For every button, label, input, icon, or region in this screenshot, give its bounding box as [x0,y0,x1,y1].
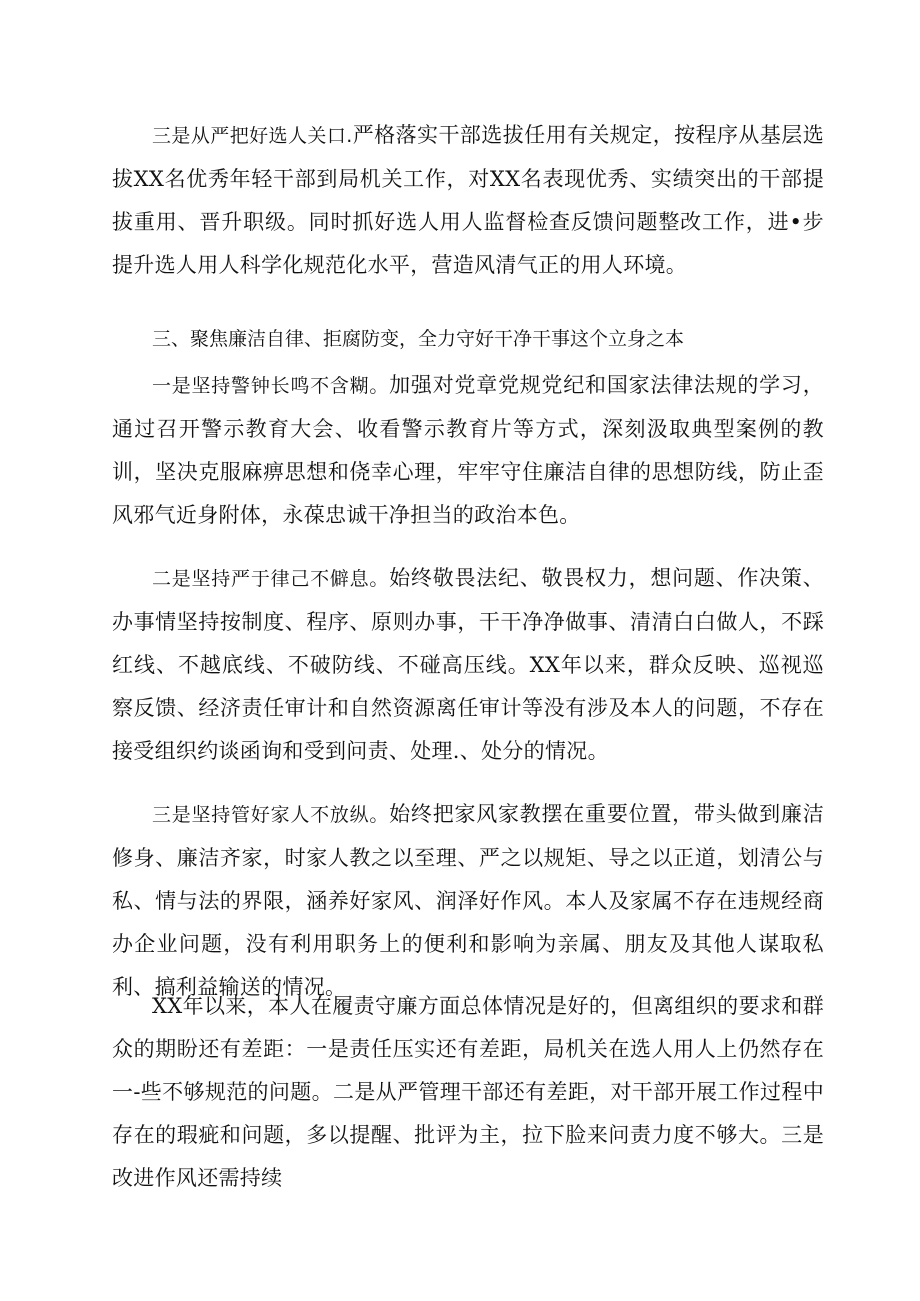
paragraph-body: 始终敬畏法纪、敬畏权力，想问题、作决策、办事情坚持按制度、程序、原则办事，干干净净做事、清清白白做人，不踩红线、不越底线、不破防线、不碰高压线。XX年以来，群众反映、巡视巡察反馈、经济责任审计和自然资源离任审计等没有涉及本人的问题，不存在接受组织约谈函询和受到问责、处理.、处分的情况。 [112,566,824,763]
section-heading: 三、聚焦廉洁自律、拒腐防变，全力守好干净干事这个立身之本 [152,328,685,350]
paragraph-body: 始终把家风家教摆在重要位置，带头做到廉洁修身、廉洁齐家，时家人教之以至理、严之以规矩、导之以正道，划清公与私、情与法的界限，涵养好家风、润泽好作风。本人及家属不存在违规经商办企业问题，没有利用职务上的便利和影响为亲属、朋友及其他人谋取私利、搞利益输送的情况。 [112,802,824,999]
paragraph-self-discipline [112,557,824,773]
paragraph-lead: 二是坚持严于律己不僻息。 [152,568,390,590]
paragraph-lead: 三是坚持管好家人不放纵。 [152,804,390,826]
paragraph-summary-gaps [112,985,824,1200]
paragraph-warning-bell [112,364,824,537]
paragraph-lead: 一是坚持警钟长鸣不含糊。 [152,375,390,397]
paragraph-family-discipline [112,793,824,1009]
paragraph-body: 严格落实干部选拔任用有关规定，按程序从基层选拔XX名优秀年轻干部到局机关工作，对XX名表现优秀、实绩突出的干部提拔重用、晋升职级。同时抓好选人用人监督检查反馈问题整改工作，进•步提升选人用人科学化规范化水平，营造风清气正的用人环境。 [112,123,824,277]
paragraph-select-personnel [112,114,824,287]
paragraph-body: XX年以来，本人在履责守廉方面总体情况是好的，但离组织的要求和群众的期盼还有差距：一是责任压实还有差距，局机关在选人用人上仍然存在一-些不够规范的问题。二是从严管理干部还有差距，对干部开展工作过程中存在的瑕疵和问题，多以提醒、批评为主，拉下脸来问责力度不够大。三是改进作风还需持续 [112,994,824,1190]
paragraph-body: 加强对党章党规党纪和国家法律法规的学习，通过召开警示教育大会、收看警示教育片等方式，深刻汲取典型案例的教训，坚决克服麻痹思想和侥幸心理，牢牢守住廉洁自律的思想防线，防止歪风邪气近身附体，永葆忠诚干净担当的政治本色。 [112,373,824,527]
paragraph-lead: 三是从严把好选人关口. [152,125,353,147]
